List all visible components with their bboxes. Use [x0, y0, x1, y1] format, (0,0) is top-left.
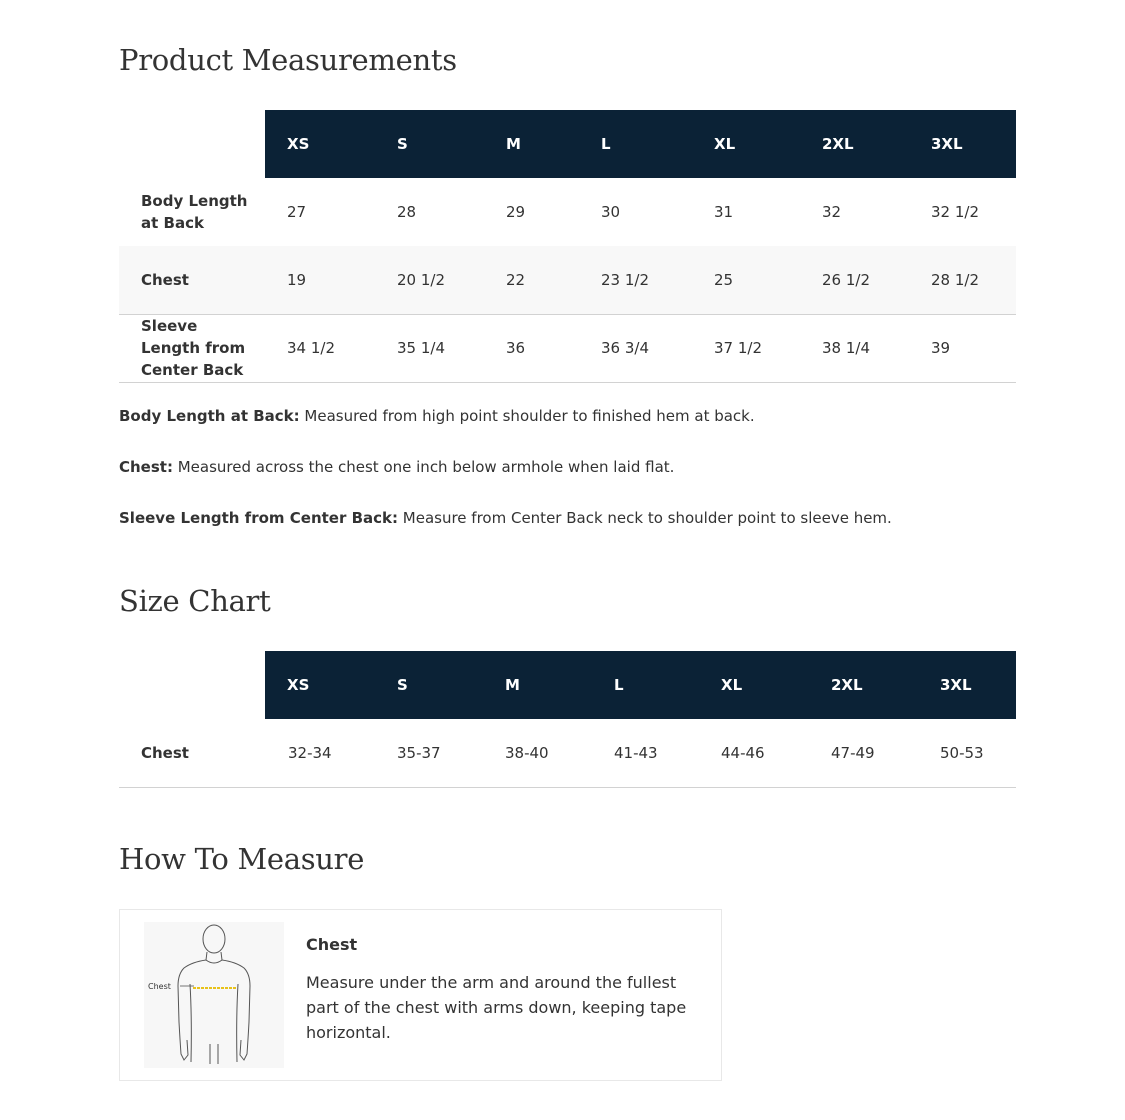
note-term: Body Length at Back:: [119, 407, 300, 425]
measurement-note: [119, 509, 892, 527]
size-header-3xl: 3XL: [931, 135, 963, 153]
table-header: [265, 651, 1016, 719]
table-cell: 32-34: [288, 744, 332, 762]
table-cell: 50-53: [940, 744, 984, 762]
table-cell: 38-40: [505, 744, 549, 762]
measurement-note: [119, 458, 674, 476]
row-label: Sleeve Length from Center Back: [141, 317, 246, 379]
table-cell: 35-37: [397, 744, 441, 762]
table-row: [119, 719, 1016, 788]
size-header-2xl: 2XL: [822, 135, 854, 153]
table-cell: 20 1/2: [397, 271, 445, 289]
table-cell: 19: [287, 271, 307, 289]
table-header: [265, 110, 1016, 178]
measure-item-title: Chest: [306, 935, 358, 954]
table-cell: 47-49: [831, 744, 875, 762]
table-cell: 32: [822, 203, 842, 221]
size-header-3xl: 3XL: [940, 676, 972, 694]
size-chart-title: Size Chart: [119, 584, 271, 618]
table-cell: 31: [714, 203, 734, 221]
row-label: Chest: [141, 271, 189, 289]
product-measurements-title: Product Measurements: [119, 43, 457, 77]
table-cell: 27: [287, 203, 307, 221]
size-header-xl: XL: [721, 676, 743, 694]
table-cell: 30: [601, 203, 621, 221]
product-measurements-table: [119, 110, 1016, 383]
size-header-l: L: [614, 676, 624, 694]
table-row: [119, 314, 1016, 383]
table-cell: 28: [397, 203, 417, 221]
note-term: Chest:: [119, 458, 173, 476]
table-cell: 35 1/4: [397, 339, 445, 357]
table-cell: 32 1/2: [931, 203, 979, 221]
size-header-2xl: 2XL: [831, 676, 863, 694]
note-term: Sleeve Length from Center Back:: [119, 509, 399, 527]
table-cell: 39: [931, 339, 951, 357]
note-text: Measure from Center Back neck to shoulder point to sleeve hem.: [398, 509, 892, 527]
body-outline-icon: [144, 922, 284, 1068]
table-cell: 44-46: [721, 744, 765, 762]
size-header-l: L: [601, 135, 611, 153]
figure-chest-label: Chest: [148, 982, 171, 991]
table-cell: 37 1/2: [714, 339, 762, 357]
body-figure: [144, 922, 284, 1068]
table-cell: 22: [506, 271, 526, 289]
table-cell: 36 3/4: [601, 339, 649, 357]
size-chart-table: [119, 651, 1016, 788]
table-cell: 26 1/2: [822, 271, 870, 289]
how-to-measure-title: How To Measure: [119, 842, 365, 876]
measure-item-description: Measure under the arm and around the fullest part of the chest with arms down, keeping tape horizontal.: [306, 973, 687, 1042]
row-label: Chest: [141, 744, 189, 762]
size-header-m: M: [505, 676, 520, 694]
table-cell: 28 1/2: [931, 271, 979, 289]
table-cell: 41-43: [614, 744, 658, 762]
table-cell: 25: [714, 271, 734, 289]
measurement-note: [119, 407, 755, 425]
size-header-xl: XL: [714, 135, 736, 153]
table-cell: 29: [506, 203, 526, 221]
size-header-xs: XS: [287, 135, 310, 153]
table-cell: 34 1/2: [287, 339, 335, 357]
table-row: [119, 246, 1016, 315]
size-header-s: S: [397, 676, 408, 694]
table-cell: 38 1/4: [822, 339, 870, 357]
size-header-xs: XS: [287, 676, 310, 694]
row-label: Body Length at Back: [141, 192, 248, 232]
measure-card: [119, 909, 722, 1081]
size-header-s: S: [397, 135, 408, 153]
table-row: [119, 178, 1016, 247]
table-cell: 36: [506, 339, 526, 357]
size-header-m: M: [506, 135, 521, 153]
table-cell: 23 1/2: [601, 271, 649, 289]
note-text: Measured across the chest one inch below armhole when laid flat.: [172, 458, 675, 476]
note-text: Measured from high point shoulder to finished hem at back.: [299, 407, 755, 425]
